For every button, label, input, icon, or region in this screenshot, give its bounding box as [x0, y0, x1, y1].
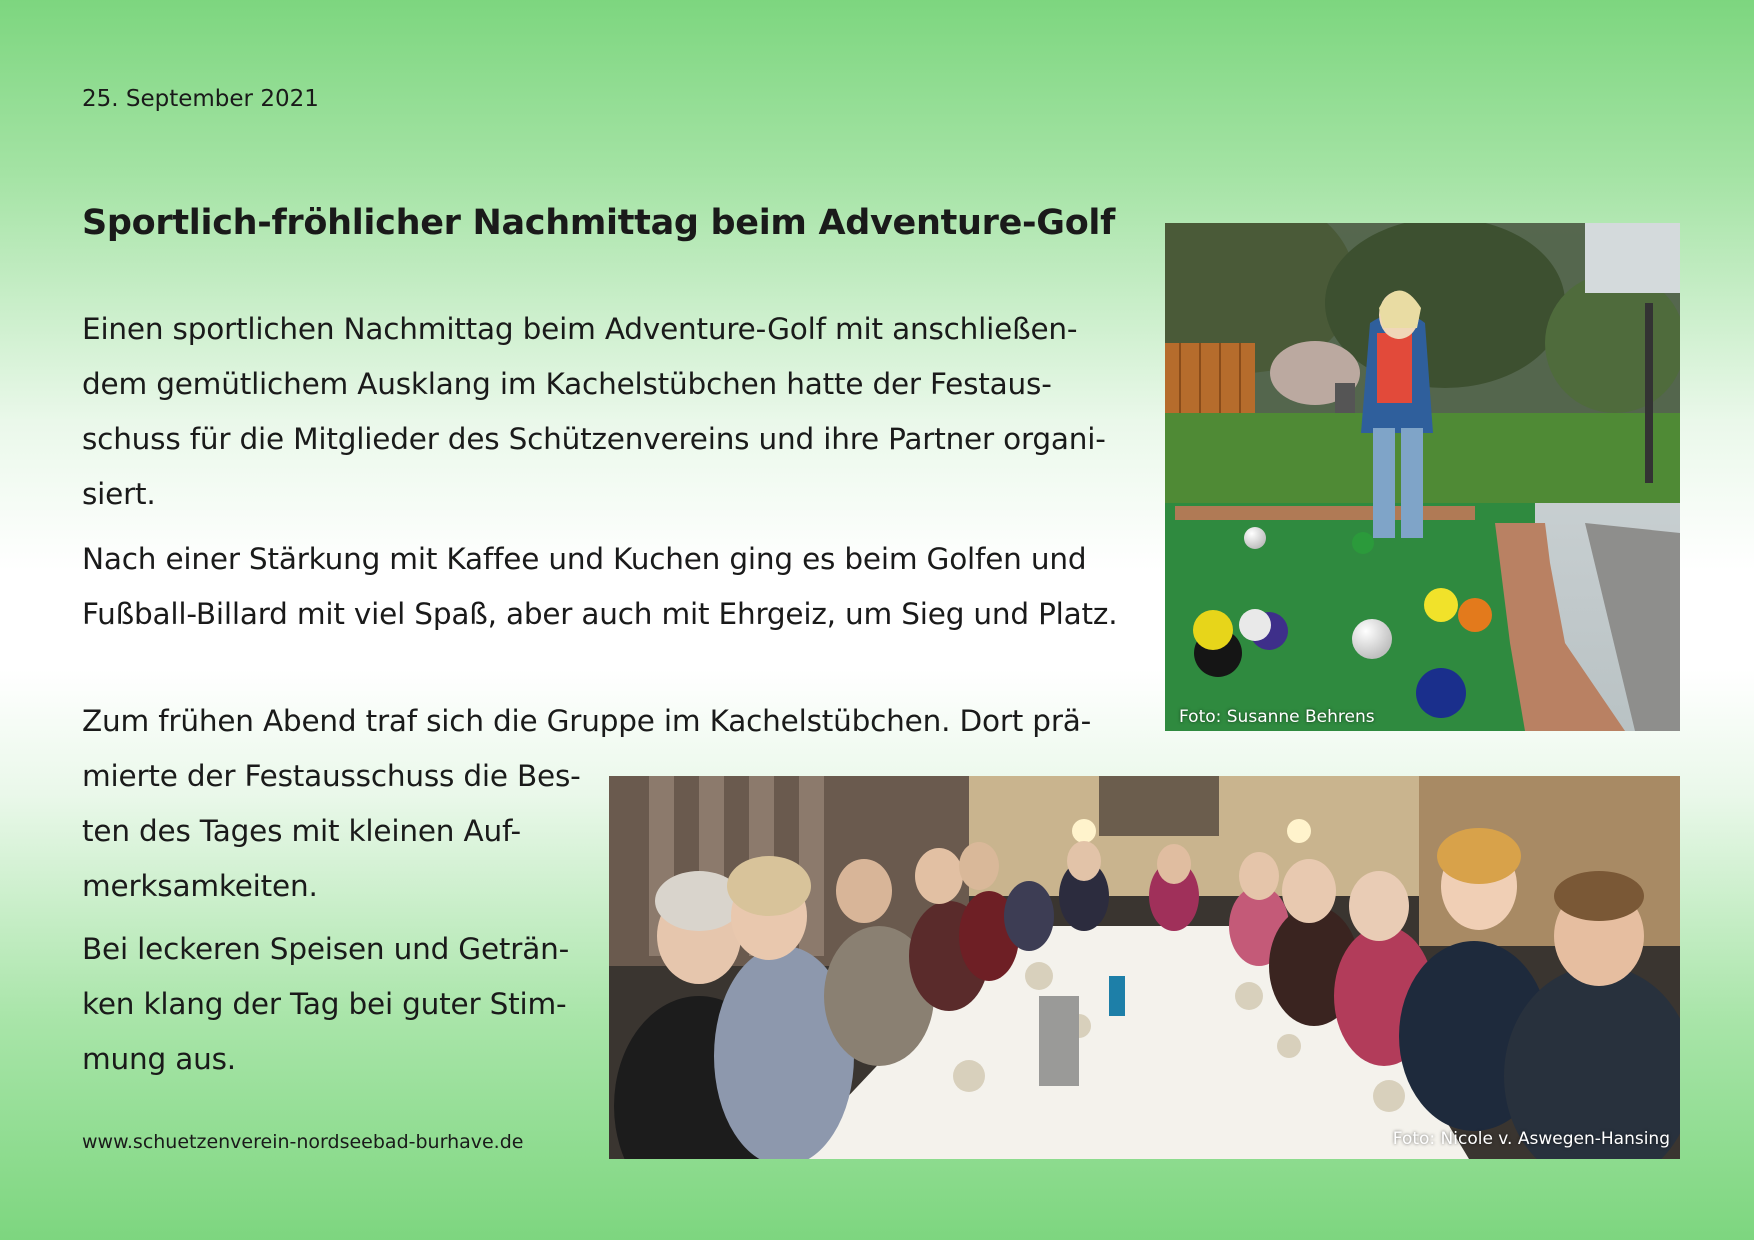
- article-date: 25. September 2021: [82, 86, 319, 112]
- article-title: Sportlich-fröhlicher Nachmittag beim Adventure-Golf: [82, 203, 1116, 243]
- paragraph-intro: Einen sportlichen Nachmittag beim Adventure-Golf mit anschließen- dem gemütlichem Ausklang im Kachelstübchen hatte der Festaus- schuss für die Mitglieder des Schützenvereins und ihre Partner organi- siert.: [82, 312, 1106, 511]
- paragraph-evening: Zum frühen Abend traf sich die Gruppe im Kachelstübchen. Dort prä- mierte der Festausschuss die Bes- ten des Tages mit kleinen Auf- merksamkeiten.: [82, 704, 1092, 903]
- paragraph-closing: Bei leckeren Speisen und Geträn- ken klang der Tag bei guter Stim- mung aus.: [82, 932, 570, 1076]
- golf-photo: [1165, 223, 1680, 731]
- golf-photo-caption: Foto: Susanne Behrens: [1179, 707, 1375, 727]
- dinner-photo: [609, 776, 1680, 1159]
- paragraph-afternoon: Nach einer Stärkung mit Kaffee und Kuchen ging es beim Golfen und Fußball-Billard mit viel Spaß, aber auch mit Ehrgeiz, um Sieg und Platz.: [82, 542, 1118, 631]
- footer-url: www.schuetzenverein-nordseebad-burhave.de: [82, 1131, 524, 1153]
- dinner-photo-caption: Foto: Nicole v. Aswegen-Hansing: [1392, 1129, 1670, 1149]
